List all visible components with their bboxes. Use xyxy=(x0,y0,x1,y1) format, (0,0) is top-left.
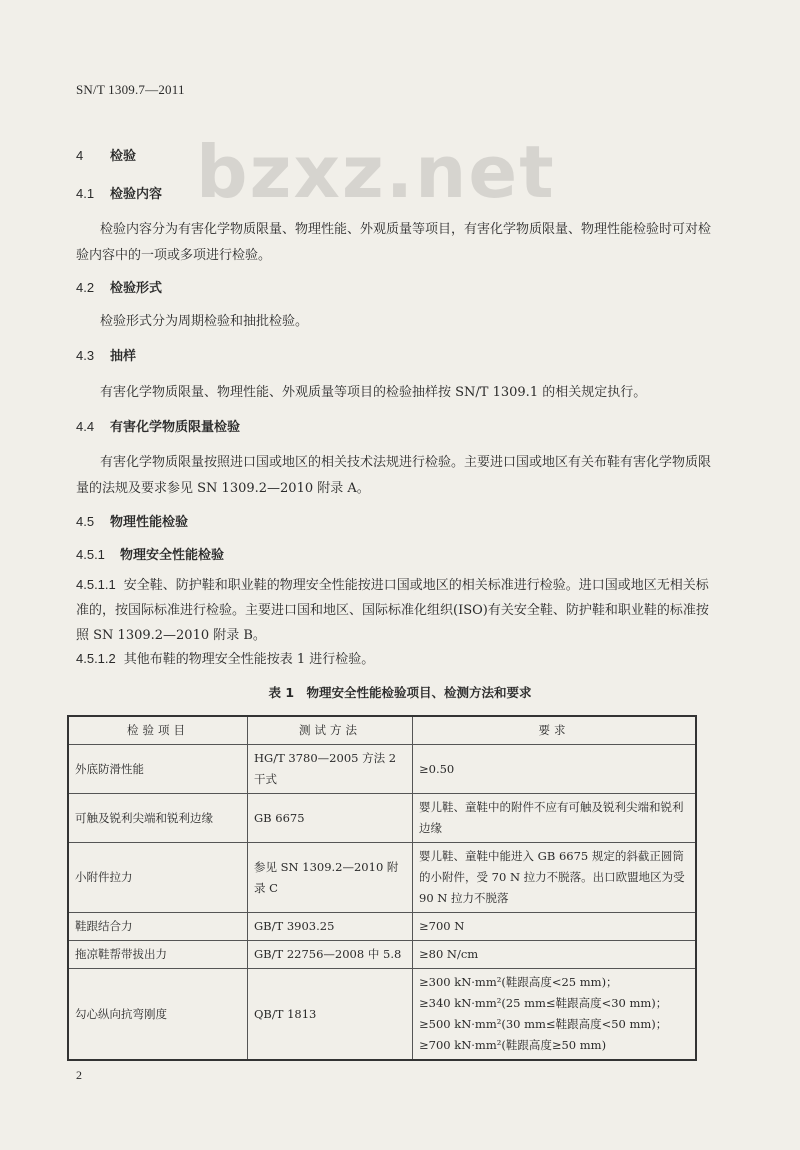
table-row xyxy=(68,745,696,794)
section-title: 有害化学物质限量检验 xyxy=(110,420,241,435)
clause-4-5-1-1 xyxy=(76,572,721,648)
section-number: 4 xyxy=(76,148,84,163)
table-header-row xyxy=(68,716,696,745)
clause-text: 其他布鞋的物理安全性能按表 1 进行检验。 xyxy=(123,652,375,667)
cell-requirement: ≥80 N/cm xyxy=(413,941,697,969)
section-number: 4.3 xyxy=(76,348,95,363)
page-number: 2 xyxy=(76,1068,82,1082)
section-title: 检验 xyxy=(110,149,137,164)
clause-4-5-1-2 xyxy=(76,646,721,672)
section-4-2-heading xyxy=(76,277,162,296)
section-4-4-heading xyxy=(76,416,240,435)
cell-method: GB/T 22756—2008 中 5.8 xyxy=(248,941,413,969)
section-title: 物理性能检验 xyxy=(110,515,189,530)
cell-requirement: ≥700 N xyxy=(413,913,697,941)
cell-requirement: ≥0.50 xyxy=(413,745,697,794)
section-4-4-text: 有害化学物质限量按照进口国或地区的相关技术法规进行检验。主要进口国或地区有关布鞋有害化学物质限量的法规及要求参见 SN 1309.2—2010 附录 A。 xyxy=(76,455,712,496)
section-4-1-text: 检验内容分为有害化学物质限量、物理性能、外观质量等项目，有害化学物质限量、物理性能检验时可对检验内容中的一项或多项进行检验。 xyxy=(76,222,712,263)
table-row xyxy=(68,794,696,843)
section-number: 4.5 xyxy=(76,514,95,529)
cell-item: 鞋跟结合力 xyxy=(68,913,248,941)
section-title: 抽样 xyxy=(110,349,137,364)
column-header-requirement: 要求 xyxy=(413,716,697,745)
table-body xyxy=(68,745,696,1061)
cell-method: GB 6675 xyxy=(248,794,413,843)
cell-item: 勾心纵向抗弯刚度 xyxy=(68,969,248,1061)
table-row xyxy=(68,941,696,969)
section-number: 4.1 xyxy=(76,186,95,201)
table-row xyxy=(68,913,696,941)
cell-item: 外底防滑性能 xyxy=(68,745,248,794)
cell-method: QB/T 1813 xyxy=(248,969,413,1061)
watermark: bzxz.net xyxy=(196,130,556,214)
section-number: 4.4 xyxy=(76,419,95,434)
clause-number: 4.5.1.2 xyxy=(76,651,116,666)
section-4-1-heading xyxy=(76,183,162,202)
cell-item: 小附件拉力 xyxy=(68,843,248,913)
cell-method: HG/T 3780—2005 方法 2 干式 xyxy=(248,745,413,794)
column-header-item: 检验项目 xyxy=(68,716,248,745)
section-number: 4.5.1 xyxy=(76,547,105,562)
cell-requirement: 婴儿鞋、童鞋中的附件不应有可触及锐利尖端和锐利边缘 xyxy=(413,794,697,843)
table-title: 表 1 物理安全性能检验项目、检测方法和要求 xyxy=(268,685,532,700)
cell-item: 拖凉鞋帮带拔出力 xyxy=(68,941,248,969)
cell-item: 可触及锐利尖端和锐利边缘 xyxy=(68,794,248,843)
cell-requirement: ≥300 kN·mm²(鞋跟高度<25 mm)； ≥340 kN·mm²(25 mm≤鞋跟高度<30 mm)； ≥500 kN·mm²(30 mm≤鞋跟高度<50 mm)； ≥700 kN·mm²(鞋跟高度≥50 mm) xyxy=(413,969,697,1061)
cell-method: GB/T 3903.25 xyxy=(248,913,413,941)
section-title: 检验形式 xyxy=(110,281,163,296)
column-header-method: 测试方法 xyxy=(248,716,413,745)
clause-number: 4.5.1.1 xyxy=(76,577,116,592)
section-4-3-text: 有害化学物质限量、物理性能、外观质量等项目的检验抽样按 SN/T 1309.1 的相关规定执行。 xyxy=(100,385,647,400)
standard-code: SN/T 1309.7—2011 xyxy=(76,82,185,97)
section-4-5-1-heading xyxy=(76,544,224,563)
section-4-2-text: 检验形式分为周期检验和抽批检验。 xyxy=(100,314,309,329)
section-title: 检验内容 xyxy=(110,187,163,202)
section-4-5-heading xyxy=(76,511,188,530)
table-row xyxy=(68,843,696,913)
section-4-3-heading xyxy=(76,345,136,364)
table-row xyxy=(68,969,696,1061)
cell-method: 参见 SN 1309.2—2010 附录 C xyxy=(248,843,413,913)
cell-requirement: 婴儿鞋、童鞋中能进入 GB 6675 规定的斜截正圆筒的小附件，受 70 N 拉力不脱落。出口欧盟地区为受 90 N 拉力不脱落 xyxy=(413,843,697,913)
section-4-heading xyxy=(76,145,136,164)
clause-text: 安全鞋、防护鞋和职业鞋的物理安全性能按进口国或地区的相关标准进行检验。进口国或地区无相关标准的，按国际标准进行检验。主要进口国和地区、国际标准化组织(ISO)有关安全鞋、防护鞋和职业鞋的标准按照 SN 1309.2—2010 附录 B。 xyxy=(76,578,709,643)
section-title: 物理安全性能检验 xyxy=(120,548,225,563)
section-number: 4.2 xyxy=(76,280,95,295)
physical-safety-table xyxy=(67,715,697,1061)
